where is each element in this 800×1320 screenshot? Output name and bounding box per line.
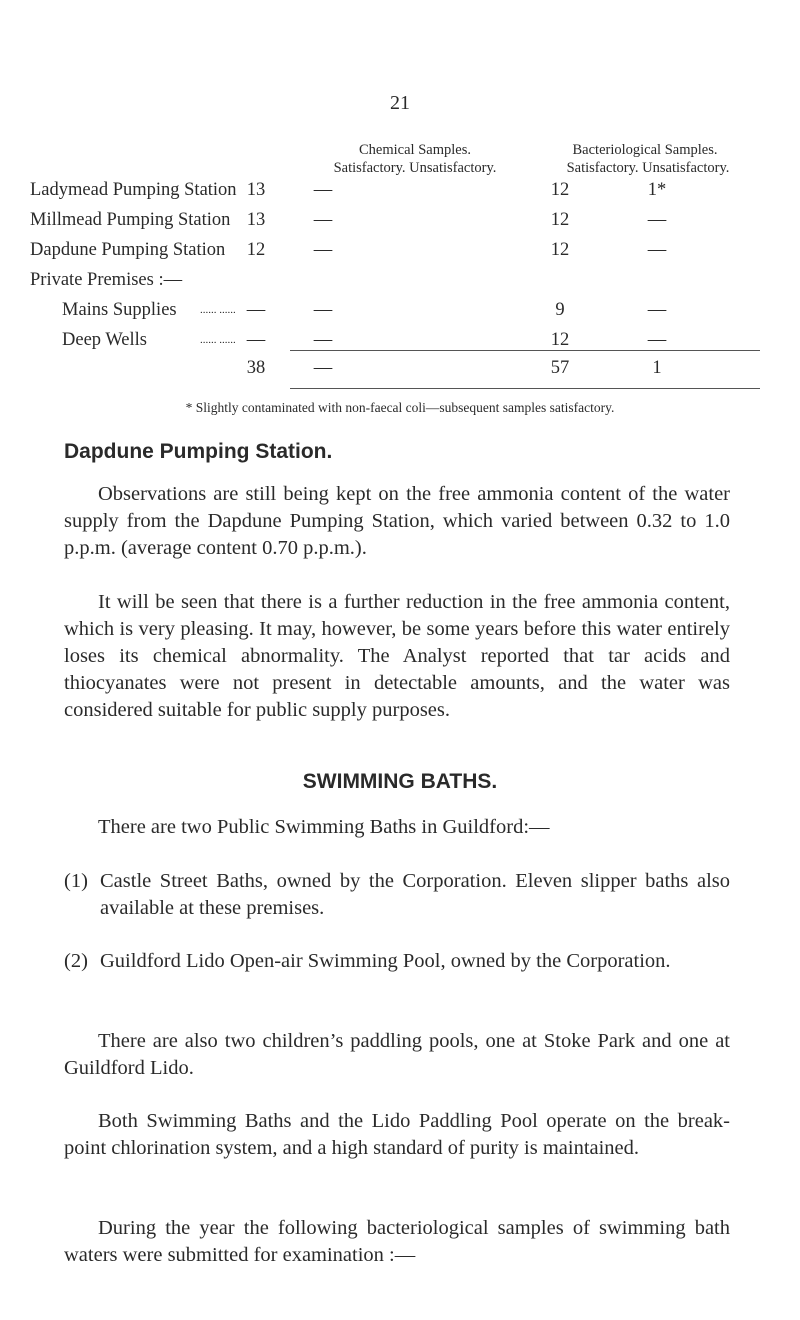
paragraph: There are two Public Swimming Baths in Guildford:— bbox=[98, 816, 550, 838]
cell-bact-sat: 12 bbox=[550, 330, 570, 350]
cell-chem-sat: — bbox=[246, 330, 266, 350]
bacteriological-subheader: Satisfactory. Unsatisfactory. bbox=[566, 160, 730, 176]
table-row-label: Private Premises :— bbox=[30, 270, 183, 290]
cell-bact-sat: 12 bbox=[550, 180, 570, 200]
cell-bact-unsat: — bbox=[647, 240, 667, 260]
cell-chem-unsat: — bbox=[313, 240, 333, 260]
cell-chem-sat: 13 bbox=[246, 180, 266, 200]
paragraph: Observations are still being kept on the free ammonia content of the water supply from the Dapdune Pumping Station, which varied between 0.32 to 1.0 p.p.m. (average content 0.70 p.p.m.). bbox=[64, 483, 730, 559]
total-chem-unsat: — bbox=[313, 358, 333, 378]
leader-dots: ...... ...... bbox=[200, 304, 236, 316]
leader-dots: ...... ...... bbox=[200, 334, 236, 346]
total-rule-bottom bbox=[290, 388, 760, 389]
table-row-label: Dapdune Pumping Station bbox=[30, 240, 226, 260]
page-number: 21 bbox=[390, 92, 410, 114]
cell-bact-unsat: 1* bbox=[647, 180, 667, 200]
list-item bbox=[64, 868, 730, 922]
cell-bact-unsat: — bbox=[647, 210, 667, 230]
cell-chem-sat: 12 bbox=[246, 240, 266, 260]
chemical-samples-header: Chemical Samples. bbox=[359, 142, 471, 158]
paragraph: Both Swimming Baths and the Lido Paddling Pool operate on the break-point chlorination system, and a high standard of purity is maintained. bbox=[64, 1110, 730, 1159]
table-row-label: Ladymead Pumping Station bbox=[30, 180, 237, 200]
cell-chem-sat: — bbox=[246, 300, 266, 320]
cell-bact-unsat: — bbox=[647, 330, 667, 350]
cell-chem-sat: 13 bbox=[246, 210, 266, 230]
bacteriological-samples-header: Bacteriological Samples. bbox=[572, 142, 718, 158]
section-heading: Dapdune Pumping Station. bbox=[64, 440, 333, 463]
cell-chem-unsat: — bbox=[313, 300, 333, 320]
total-bact-sat: 57 bbox=[550, 358, 570, 378]
cell-bact-sat: 12 bbox=[550, 210, 570, 230]
cell-bact-unsat: — bbox=[647, 300, 667, 320]
total-chem-sat: 38 bbox=[246, 358, 266, 378]
total-bact-unsat: 1 bbox=[652, 358, 662, 378]
table-row-label: Deep Wells bbox=[62, 330, 147, 350]
list-item-text: Castle Street Baths, owned by the Corporation. Eleven slipper baths also available at these premises. bbox=[100, 870, 730, 919]
paragraph: It will be seen that there is a further reduction in the free ammonia content, which is very pleasing. It may, however, be some years before this water entirely loses its chemical abnormality. The Analyst reported that tar acids and thiocyanates were not present in detectable amounts, and the water was considered suitable for public supply purposes. bbox=[64, 591, 730, 721]
paragraph: There are also two children’s paddling pools, one at Stoke Park and one at Guildford Lido. bbox=[64, 1030, 730, 1079]
table-footnote: * Slightly contaminated with non-faecal coli—subsequent samples satisfactory. bbox=[185, 400, 615, 415]
cell-bact-sat: 12 bbox=[550, 240, 570, 260]
list-item bbox=[64, 948, 730, 975]
table-row-label: Mains Supplies bbox=[62, 300, 177, 320]
list-item-text: Guildford Lido Open-air Swimming Pool, owned by the Corporation. bbox=[100, 950, 671, 972]
cell-chem-unsat: — bbox=[313, 180, 333, 200]
section-heading: SWIMMING BATHS. bbox=[302, 770, 498, 793]
total-rule-top bbox=[290, 350, 760, 351]
paragraph: During the year the following bacteriological samples of swimming bath waters were submitted for examination :— bbox=[64, 1217, 730, 1266]
list-item-number: (1) bbox=[64, 870, 88, 892]
table-row-label: Millmead Pumping Station bbox=[30, 210, 231, 230]
cell-chem-unsat: — bbox=[313, 210, 333, 230]
list-item-number: (2) bbox=[64, 950, 88, 972]
cell-chem-unsat: — bbox=[313, 330, 333, 350]
chemical-subheader: Satisfactory. Unsatisfactory. bbox=[333, 160, 497, 176]
cell-bact-sat: 9 bbox=[555, 300, 565, 320]
